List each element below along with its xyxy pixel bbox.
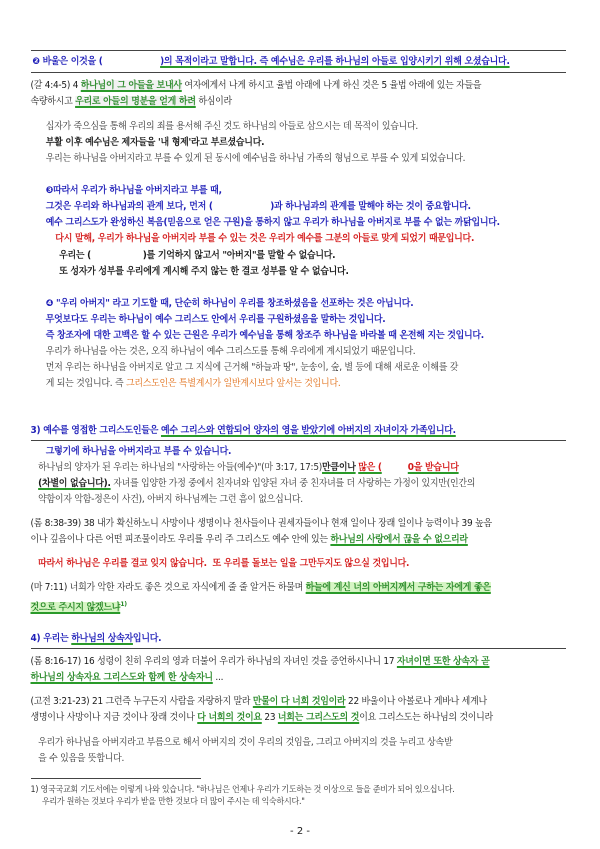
blank-5 bbox=[382, 462, 408, 473]
section-4-line-1: ❹ "우리 아버지" 라고 기도할 때, 단순히 하나님이 우리를 창조하셨음을 선포하는 것은 아닙니다. bbox=[45, 298, 414, 309]
section-2-heading-rule bbox=[31, 72, 566, 73]
verse-1cor-3-21-line-1: (고전 3:21-23) 21 그런즉 누구든지 사람을 자랑하지 말라 만물이 다 너희 것임이라 22 바울이나 아볼로나 게바나 세계나 bbox=[30, 696, 487, 707]
section-4-line-4: 우리가 하나님을 아는 것은, 오직 하나님이 예수 그리스도를 통해 우리에게 계시되었기 때문입니다. bbox=[45, 346, 416, 357]
section-4-line-5: 먼저 우리는 하나님을 아버지로 알고 그 지식에 근거해 "하늘과 땅", 눈송이, 숲, 별 등에 대해 새로운 이해를 갖 bbox=[45, 362, 459, 373]
paragraph-2-line-2: 부활 이후 예수님은 제자들을 '내 형제'라고 부르셨습니다. bbox=[45, 137, 265, 148]
paragraph-2-line-1: 십자가 죽으심을 통해 우리의 죄를 용서해 주신 것도 하나님의 아들로 삼으시는 데 목적이 있습니다. bbox=[45, 121, 419, 132]
verse-rom-8-38-line-2: 이나 깊음이나 다른 어떤 피조물이라도 우리를 우리 주 그리스도 예수 안에 있는 하나님의 사랑에서 끊을 수 없으리라 bbox=[30, 534, 468, 545]
footnote-ref-1[interactable]: 1) bbox=[120, 600, 127, 608]
paragraph-2-line-3: 우리는 하나님을 아버지라고 부를 수 있게 된 동시에 예수님을 하나님 가족의 형님으로 부를 수 있게 되었습니다. bbox=[45, 153, 466, 164]
section-4-line-6: 게 되는 것입니다. 즉 그리스도인은 특별계시가 일반계시보다 앞서는 것입니다. bbox=[45, 378, 341, 389]
section-6-heading-rule bbox=[31, 648, 566, 649]
section-2-top-rule bbox=[31, 50, 566, 51]
section-2-heading: ❷ 바울은 이것을 ( )의 목적이라고 말합니다. 즉 예수님은 우리를 하나님의 아들로 입양시키기 위해 오셨습니다. bbox=[32, 56, 510, 67]
blank-2 bbox=[103, 56, 160, 67]
section-6-para-line-2: 을 수 있음을 뜻합니다. bbox=[38, 753, 125, 764]
footnote-line-1: 1) 영국국교회 기도서에는 이렇게 나와 있습니다. "하나님은 언제나 우리가 기도하는 것 이상으로 들을 준비가 되어 있으십니다. bbox=[30, 784, 455, 794]
verse-gal-line-2: 속량하시고 우리로 아들의 명분을 얻게 하려 하심이라 bbox=[30, 96, 232, 107]
section-5-heading: 3) 예수를 영접한 그리스도인들은 예수 그리스와 연합되어 양자의 영을 받았기에 아버지의 자녀이자 가족입니다. bbox=[30, 425, 456, 436]
section-4-line-3: 즉 창조자에 대한 고백은 할 수 있는 근원은 우리가 예수님을 통해 창조주 하나님을 바라볼 때 온전해 지는 것입니다. bbox=[45, 330, 484, 341]
section-5-para-line-1: 하나님의 양자가 된 우리는 하나님의 "사랑하는 아들(예수)"(마 3:17, 17:5)만큼이나 많은 ( 0을 받습니다 bbox=[38, 462, 459, 473]
page-number: - 2 - bbox=[290, 826, 310, 837]
section-5-heading-line-2: 그렇기에 하나님을 아버지라고 부를 수 있습니다. bbox=[45, 446, 232, 457]
verse-rom-8-16-line-2: 하나님의 상속자요 그리스도와 함께 한 상속자니 ... bbox=[30, 672, 224, 683]
verse-mat-7-11-line-2: 것으로 주시지 않겠느냐$^{1)}$ bbox=[30, 600, 127, 614]
section-5-para-line-3: 약함이자 악함-정은이 사건), 아버지 하나님께는 그런 흠이 없으십니다. bbox=[38, 494, 303, 505]
verse-rom-8-16-line-1: (롬 8:16-17) 16 성령이 친히 우리의 영과 더불어 우리가 하나님의 자녀인 것을 증언하시나니 17 자녀이면 또한 상속자 곧 bbox=[30, 656, 490, 667]
section-5-para-line-2: (차별이 없습니다). 자녀를 입양한 가정 중에서 친자녀와 입양된 자녀 중 친자녀를 더 사랑하는 가정이 있지만(인간의 bbox=[38, 478, 476, 489]
verse-rom-8-38-line-1: (롬 8:38-39) 38 내가 확신하노니 사망이나 생명이나 천사들이나 권세자들이나 현재 일이나 장래 일이나 능력이나 39 높음 bbox=[30, 518, 492, 529]
footnote-separator bbox=[31, 778, 201, 779]
verse-gal-line-1: (갈 4:4-5) 4 하나님이 그 아들을 보내사 여자에게서 나게 하시고 율법 아래에 나게 하신 것은 5 율법 아래에 있는 자들을 bbox=[30, 80, 482, 91]
section-3-line-2: 그것은 우리와 하나님과의 관계 보다, 먼저 ( )과 하나님과의 관계를 말해야 하는 것이 중요합니다. bbox=[45, 201, 471, 212]
section-3-line-6: 또 성자가 성부를 우리에게 계시해 주지 않는 한 결코 성부를 알 수 없습니다. bbox=[59, 266, 349, 277]
section-4-line-2: 무엇보다도 우리는 하나님이 예수 그리스도 안에서 우리를 구원하셨음을 말하는 것입니다. bbox=[45, 314, 386, 325]
section-3-line-1: ❸따라서 우리가 하나님을 아버지라고 부를 때, bbox=[45, 185, 222, 196]
section-6-para-line-1: 우리가 하나님을 아버지라고 부름으로 해서 아버지의 것이 우리의 것임을, 그리고 아버지의 것을 누리고 상속받 bbox=[38, 737, 453, 748]
verse-1cor-3-21-line-2: 생명이나 사망이나 지금 것이나 장래 것이나 다 너희의 것이요 23 너희는 그리스도의 것이요 그리스도는 하나님의 것이니라 bbox=[30, 712, 493, 723]
blank-3 bbox=[213, 201, 270, 212]
section-3-line-4: 다시 말해, 우리가 하나님을 아버지라 부를 수 있는 것은 우리가 예수를 그분의 아들로 맞게 되었기 때문입니다. bbox=[55, 233, 475, 244]
section-6-heading: 4) 우리는 하나님의 상속자입니다. bbox=[30, 633, 162, 644]
section-3-line-5: 우리는 ( )를 기억하지 않고서 "아버지"를 말할 수 없습니다. bbox=[59, 250, 336, 261]
section-3-line-3: 예수 그리스도가 완성하신 복음(믿음으로 얻은 구원)을 통하지 않고 우리가 하나님을 아버지로 부를 수 없는 까닭입니다. bbox=[45, 217, 500, 228]
section-5-conclusion: 따라서 하나님은 우리를 결코 잊지 않습니다. 또 우리를 돌보는 일을 그만두지도 않으실 것입니다. bbox=[38, 558, 410, 569]
verse-mat-7-11-line-1: (마 7:11) 너희가 악한 자라도 좋은 것으로 자식에게 줄 줄 알거든 하물며 하늘에 계신 너의 아버지께서 구하는 자에게 좋은 bbox=[30, 582, 491, 593]
section-5-heading-rule bbox=[31, 440, 566, 441]
blank-3b bbox=[91, 250, 143, 261]
footnote-line-2: 우리가 원하는 것보다 우리가 받을 만한 것보다 더 많이 주시는 데 익숙하시다." bbox=[41, 796, 305, 806]
